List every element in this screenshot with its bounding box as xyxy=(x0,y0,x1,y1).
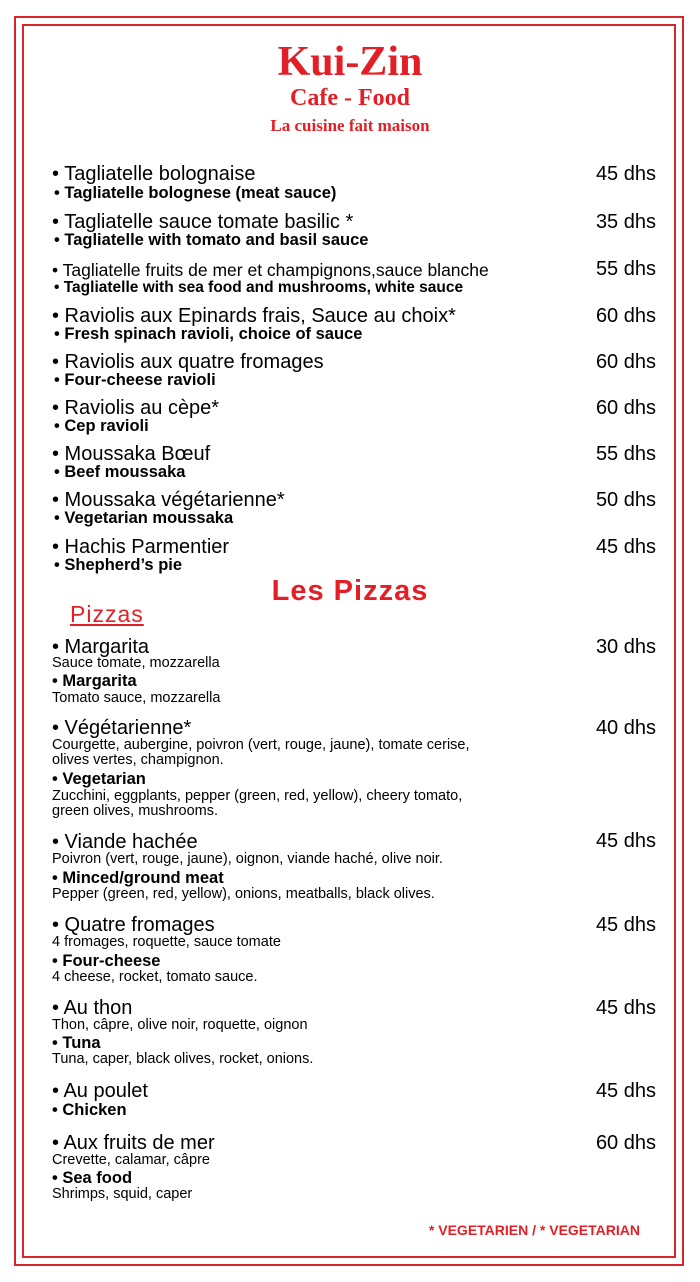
pasta-item-fr: • Moussaka végétarienne* xyxy=(52,489,285,511)
pizza-item-en-desc: Tomato sauce, mozzarella xyxy=(52,690,221,706)
pizza-item-en-desc: 4 cheese, rocket, tomato sauce. xyxy=(52,969,258,985)
pasta-item-en: • Beef moussaka xyxy=(54,463,186,481)
section-title-pizzas: Les Pizzas xyxy=(271,575,429,607)
pizza-item-price: 45 dhs xyxy=(595,1080,656,1102)
pizza-item-en: • Minced/ground meat xyxy=(52,869,224,887)
pizza-item-fr-desc: Courgette, aubergine, poivron (vert, rouge, jaune), tomate cerise, xyxy=(52,737,470,753)
pasta-item-price: 35 dhs xyxy=(595,211,656,233)
pasta-item-en: • Four-cheese ravioli xyxy=(54,371,216,389)
pizza-item-price: 40 dhs xyxy=(595,717,656,739)
pasta-item-en: • Tagliatelle with sea food and mushrooms, white sauce xyxy=(54,279,464,296)
pizza-item-en-desc: Tuna, caper, black olives, rocket, onions. xyxy=(52,1051,314,1067)
pasta-item-en: • Fresh spinach ravioli, choice of sauce xyxy=(54,325,363,343)
pasta-item-price: 60 dhs xyxy=(595,305,656,327)
pasta-item-price: 55 dhs xyxy=(595,443,656,465)
pizza-item-fr-desc: olives vertes, champignon. xyxy=(52,752,224,768)
pizza-item-fr-desc: Poivron (vert, rouge, jaune), oignon, viande haché, olive noir. xyxy=(52,851,443,867)
pasta-item-en: • Shepherd’s pie xyxy=(54,556,183,574)
pasta-item-fr: • Tagliatelle sauce tomate basilic * xyxy=(52,211,354,233)
pizza-item-price: 45 dhs xyxy=(595,830,656,852)
pasta-item-fr: • Hachis Parmentier xyxy=(52,536,230,558)
pizza-item-en: • Four-cheese xyxy=(52,952,161,970)
pizza-item-en-desc: Zucchini, eggplants, pepper (green, red, yellow), cheery tomato, xyxy=(52,788,463,804)
pasta-item-en: • Tagliatelle bolognese (meat sauce) xyxy=(54,184,337,202)
pasta-item-price: 45 dhs xyxy=(595,536,656,558)
pizza-item-price: 30 dhs xyxy=(595,636,656,658)
restaurant-tagline: La cuisine fait maison xyxy=(270,116,430,135)
pasta-item-price: 60 dhs xyxy=(595,351,656,373)
pizza-item-en-desc: Pepper (green, red, yellow), onions, meatballs, black olives. xyxy=(52,886,435,902)
pasta-item-fr: • Tagliatelle fruits de mer et champignons,sauce blanche xyxy=(52,260,489,280)
restaurant-title: Kui-Zin xyxy=(277,39,423,85)
pizza-item-en-desc: Shrimps, squid, caper xyxy=(52,1186,193,1202)
pizza-item-fr: • Au poulet xyxy=(52,1080,148,1102)
pizza-item-fr: • Margarita xyxy=(52,636,150,658)
pizza-item-price: 45 dhs xyxy=(595,914,656,936)
pizza-item-en: • Vegetarian xyxy=(52,770,146,788)
pasta-item-fr: • Raviolis aux quatre fromages xyxy=(52,351,324,373)
pasta-item-fr: • Tagliatelle bolognaise xyxy=(52,163,256,185)
pasta-item-fr: • Raviolis aux Epinards frais, Sauce au choix* xyxy=(52,305,456,327)
subsection-title-pizzas: Pizzas xyxy=(70,601,144,627)
pizza-item-fr-desc: Crevette, calamar, câpre xyxy=(52,1152,210,1168)
pasta-item-price: 55 dhs xyxy=(595,258,656,280)
pizza-item-fr-desc: Thon, câpre, olive noir, roquette, oignon xyxy=(52,1017,308,1033)
pizza-item-fr: • Au thon xyxy=(52,997,133,1019)
pizza-item-en: • Margarita xyxy=(52,672,137,690)
pizza-item-fr-desc: 4 fromages, roquette, sauce tomate xyxy=(52,934,281,950)
pizza-item-price: 60 dhs xyxy=(595,1132,656,1154)
pizza-item-en: • Sea food xyxy=(52,1169,133,1187)
pizza-item-fr: • Viande hachée xyxy=(52,831,198,853)
vegetarian-footnote: * VEGETARIEN / * VEGETARIAN xyxy=(428,1222,640,1238)
pizza-item-fr: • Aux fruits de mer xyxy=(52,1132,215,1154)
pasta-item-en: • Cep ravioli xyxy=(54,417,149,435)
pizza-item-fr-desc: Sauce tomate, mozzarella xyxy=(52,655,220,671)
pasta-item-fr: • Raviolis au cèpe* xyxy=(52,397,220,419)
pasta-item-en: • Vegetarian moussaka xyxy=(54,509,234,527)
pizza-item-en: • Tuna xyxy=(52,1034,101,1052)
pasta-item-fr: • Moussaka Bœuf xyxy=(52,443,211,465)
pizza-item-en-desc: green olives, mushrooms. xyxy=(52,803,219,819)
pizza-item-fr: • Quatre fromages xyxy=(52,914,215,936)
pasta-item-en: • Tagliatelle with tomato and basil sauce xyxy=(54,231,369,249)
pizza-item-en: • Chicken xyxy=(52,1101,127,1119)
pasta-item-price: 50 dhs xyxy=(595,489,656,511)
pasta-item-price: 45 dhs xyxy=(595,163,656,185)
pasta-item-price: 60 dhs xyxy=(595,397,656,419)
pizza-item-fr: • Végétarienne* xyxy=(52,717,192,739)
restaurant-subtitle: Cafe - Food xyxy=(290,85,410,111)
pizza-item-price: 45 dhs xyxy=(595,997,656,1019)
